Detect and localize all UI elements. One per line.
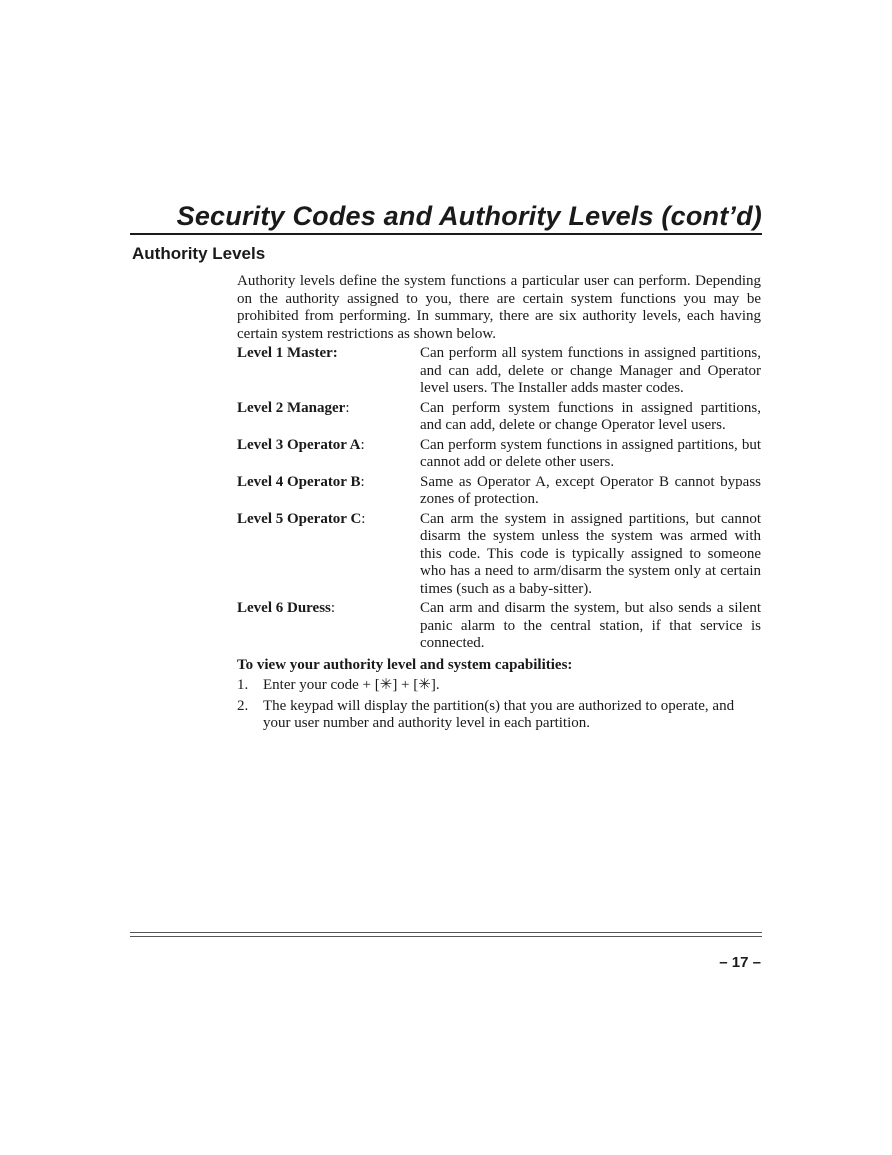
list-item xyxy=(237,698,761,733)
level-name-suffix: : xyxy=(360,473,365,490)
level-name-text: Level 5 Operator C xyxy=(237,510,362,527)
level-name-suffix: : xyxy=(345,399,350,416)
level-row-1 xyxy=(237,345,761,398)
intro-paragraph: Authority levels define the system functions a particular user can perform. Depending on the authority assigned to you, there are certain system functions you may be prohibited from performing. In summary, there are six authority levels, each having certain system restrictions as shown below. xyxy=(237,273,761,342)
level-name-text: Level 3 Operator A xyxy=(237,436,361,453)
level-name xyxy=(237,600,420,653)
level-name xyxy=(237,474,420,509)
level-description: Can arm and disarm the system, but also sends a silent panic alarm to the central station, if that service is connected. xyxy=(420,600,761,651)
main-content xyxy=(237,273,761,736)
level-row-6 xyxy=(237,600,761,653)
view-authority-heading: To view your authority level and system capabilities: xyxy=(237,656,573,673)
level-description: Can perform system functions in assigned partitions, but cannot add or delete other users. xyxy=(420,436,761,470)
level-name xyxy=(237,345,420,398)
level-description: Can perform system functions in assigned partitions, and can add, delete or change Operator level users. xyxy=(420,399,761,433)
section-heading: Authority Levels xyxy=(132,244,266,263)
level-description: Can perform all system functions in assigned partitions, and can add, delete or change Manager and Operator level users. The Installer adds master codes. xyxy=(420,345,761,396)
level-name-text: Level 6 Duress xyxy=(237,600,331,616)
level-name-text: Level 2 Manager xyxy=(237,399,346,416)
level-description: Same as Operator A, except Operator B cannot bypass zones of protection. xyxy=(420,473,761,507)
level-name-suffix: : xyxy=(330,600,336,616)
step-number: 1. xyxy=(237,677,249,693)
list-item xyxy=(237,677,761,695)
level-name-suffix: : xyxy=(361,510,366,527)
footer-rule xyxy=(130,932,762,937)
level-name-suffix: : xyxy=(360,436,365,453)
level-row-3 xyxy=(237,437,761,472)
level-name xyxy=(237,437,420,472)
level-row-2 xyxy=(237,400,761,435)
step-text: The keypad will display the partition(s) that you are authorized to operate, and your user number and authority level in each partition. xyxy=(263,697,735,731)
step-text: Enter your code + [✳] + [✳]. xyxy=(263,677,440,693)
steps-list xyxy=(237,677,761,733)
level-name xyxy=(237,400,420,435)
title-rule xyxy=(130,233,762,235)
page-number: – 17 – xyxy=(719,954,761,971)
level-name-text: Level 4 Operator B xyxy=(237,473,361,490)
level-row-4 xyxy=(237,474,761,509)
step-number: 2. xyxy=(237,697,249,714)
level-row-5 xyxy=(237,511,761,599)
level-name xyxy=(237,511,420,599)
level-name-text: Level 1 Master: xyxy=(237,345,338,361)
level-description: Can arm the system in assigned partitions, but cannot disarm the system unless the system was armed with this code. This code is typically assigned to someone who has a need to arm/disarm the system only at certain times (such as a baby-sitter). xyxy=(420,510,761,597)
page-title: Security Codes and Authority Levels (cont’d) xyxy=(176,201,762,231)
